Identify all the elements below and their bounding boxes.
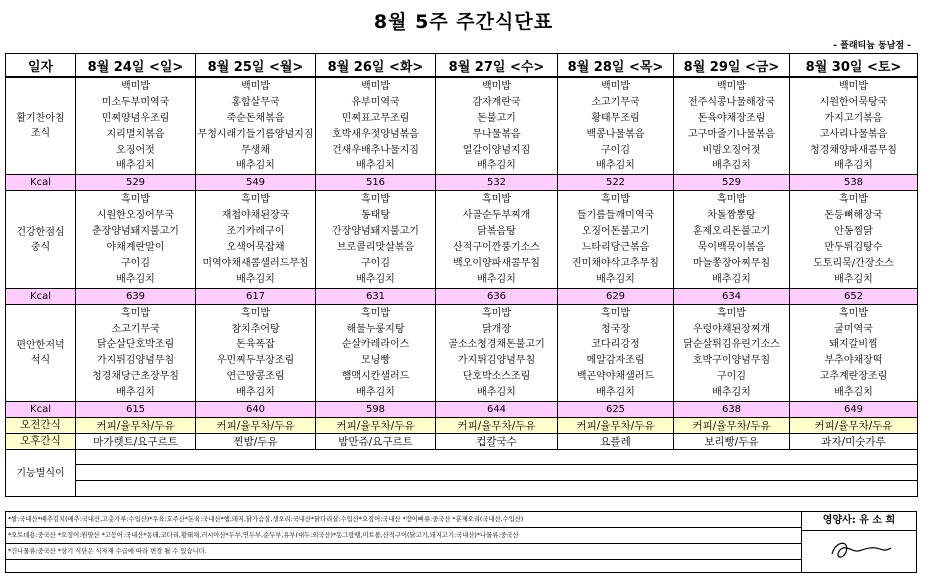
menu-item: 백곤약야채샐러드 bbox=[576, 371, 655, 383]
menu-item: 배추김치 bbox=[834, 160, 873, 172]
menu-item: 조기카레구이 bbox=[226, 226, 285, 238]
kcal-value: 631 bbox=[316, 288, 436, 304]
menu-item: 닭볶음탕 bbox=[477, 226, 516, 238]
kcal-value: 652 bbox=[790, 288, 918, 304]
morning-snack-value: 커피/율무차/두유 bbox=[196, 418, 316, 434]
menu-item: 차돌짬뽕탕 bbox=[707, 210, 756, 222]
special-diet-cell bbox=[76, 481, 918, 497]
lunch-label bbox=[6, 191, 76, 288]
menu-item: 굴미역국 bbox=[834, 323, 873, 335]
menu-item: 가지튀김양념무침 bbox=[457, 355, 536, 367]
kcal-label: Kcal bbox=[6, 288, 76, 304]
breakfast-day-cell bbox=[76, 77, 196, 175]
menu-item: 골소소청경채돈불고기 bbox=[448, 339, 545, 351]
menu-item: 소고기무국 bbox=[111, 323, 160, 335]
menu-item: 도토리묵/간장소스 bbox=[813, 257, 894, 269]
afternoon-snack-value: 마가렛트/요구르트 bbox=[76, 434, 196, 450]
dinner-label-line2: 석식 bbox=[30, 354, 51, 366]
menu-item: 흑미밥 bbox=[601, 307, 630, 319]
lunch-day-cell bbox=[316, 191, 436, 288]
kcal-value: 629 bbox=[558, 288, 674, 304]
menu-item: 닭순살단호박조림 bbox=[96, 339, 175, 351]
day-header: 8월 24일 <일> bbox=[76, 54, 196, 78]
dinner-day-cell bbox=[316, 304, 436, 401]
menu-item: 순살카레라이스 bbox=[341, 339, 410, 351]
special-diet-row bbox=[6, 481, 918, 497]
menu-item: 흑미밥 bbox=[241, 194, 270, 206]
breakfast-kcal-row bbox=[6, 175, 918, 191]
kcal-value: 598 bbox=[316, 402, 436, 418]
morning-snack-label: 오전간식 bbox=[6, 418, 76, 434]
menu-item: 돈불고기 bbox=[477, 112, 516, 124]
day-header: 8월 25일 <월> bbox=[196, 54, 316, 78]
header-row bbox=[6, 54, 918, 78]
menu-item: 흑미밥 bbox=[482, 194, 511, 206]
menu-item: 미소두부미역국 bbox=[101, 96, 170, 108]
menu-item: 브로콜리맛살볶음 bbox=[336, 242, 415, 254]
menu-item: 유부미역국 bbox=[351, 96, 400, 108]
lunch-day-cell bbox=[76, 191, 196, 288]
lunch-kcal-row bbox=[6, 288, 918, 304]
menu-item: 흑미밥 bbox=[839, 194, 868, 206]
special-diet-cell bbox=[76, 465, 918, 481]
menu-item: 오색어묵잡채 bbox=[226, 242, 285, 254]
special-diet-label: 기능별식이 bbox=[6, 450, 76, 497]
dinner-day-cell bbox=[790, 304, 918, 401]
footer bbox=[5, 511, 917, 573]
menu-item: 배추김치 bbox=[236, 273, 275, 285]
kcal-value: 522 bbox=[558, 175, 674, 191]
menu-item: 홍합살무국 bbox=[231, 96, 280, 108]
menu-item: 우렁야채된장찌개 bbox=[692, 323, 771, 335]
menu-item: 훈제오리돈불고기 bbox=[692, 226, 771, 238]
dinner-row bbox=[6, 304, 918, 401]
menu-item: 만두튀김탕수 bbox=[824, 242, 883, 254]
menu-item: 황태무조림 bbox=[591, 112, 640, 124]
breakfast-day-cell bbox=[790, 77, 918, 175]
menu-item: 백오이양파새콤무침 bbox=[453, 257, 540, 269]
menu-item: 흑미밥 bbox=[241, 307, 270, 319]
menu-item: 고추계란장조림 bbox=[819, 371, 888, 383]
afternoon-snack-row bbox=[6, 434, 918, 450]
menu-item: 동태탕 bbox=[361, 210, 390, 222]
menu-item: 흑미밥 bbox=[482, 307, 511, 319]
menu-item: 배추김치 bbox=[477, 273, 516, 285]
kcal-label: Kcal bbox=[6, 175, 76, 191]
menu-item: 백미밥 bbox=[717, 81, 746, 92]
breakfast-day-cell bbox=[558, 77, 674, 175]
menu-item: 무생채 bbox=[241, 144, 270, 156]
menu-item: 묵이백묵이볶음 bbox=[697, 242, 766, 254]
menu-item: 백미밥 bbox=[601, 81, 630, 92]
menu-item: 백미밥 bbox=[241, 81, 270, 92]
kcal-value: 640 bbox=[196, 402, 316, 418]
origin-note: *오트데용:중국산 *오징어:원양산 *고등어:국내산*동태,코다리,황태채,러시아산*두부,연두부,순두부,유부(대두:외국산)*동그랑땡,미트볼,산적구이(닭고기,돼지고기:국내산)*나물류:중국산 bbox=[6, 528, 801, 544]
menu-item: 흑미밥 bbox=[717, 307, 746, 319]
menu-item: 백미밥 bbox=[361, 81, 390, 92]
day-header: 8월 28일 <목> bbox=[558, 54, 674, 78]
day-header: 8월 30일 <토> bbox=[790, 54, 918, 78]
menu-item: 산적구이깐풍기소스 bbox=[453, 242, 540, 254]
special-diet-row bbox=[6, 465, 918, 481]
menu-item: 돈육폭잡 bbox=[236, 339, 275, 351]
menu-item: 감자계란국 bbox=[472, 96, 521, 108]
menu-item: 죽순돈채볶음 bbox=[226, 112, 285, 124]
date-header-label: 일자 bbox=[6, 54, 76, 78]
menu-item: 구이김 bbox=[121, 257, 150, 269]
menu-table bbox=[5, 53, 918, 497]
menu-item: 코다리강정 bbox=[591, 339, 640, 351]
morning-snack-value: 커피/율무차/두유 bbox=[558, 418, 674, 434]
lunch-label-line1: 건강한점심 bbox=[16, 226, 65, 238]
menu-item: 고사리나물볶음 bbox=[819, 128, 888, 140]
menu-item: 시원한오징어무국 bbox=[96, 210, 175, 222]
lunch-label-line2: 중식 bbox=[30, 241, 51, 253]
menu-item: 부추야채장떡 bbox=[824, 355, 883, 367]
lunch-day-cell bbox=[674, 191, 790, 288]
menu-item: 가지고기볶음 bbox=[824, 112, 883, 124]
menu-item: 청국장 bbox=[601, 323, 630, 335]
origin-note-empty bbox=[6, 560, 801, 575]
day-header: 8월 27일 <수> bbox=[436, 54, 558, 78]
menu-item: 흑미밥 bbox=[361, 307, 390, 319]
menu-item: 구이김 bbox=[601, 144, 630, 156]
kcal-value: 617 bbox=[196, 288, 316, 304]
breakfast-label-line2: 조식 bbox=[30, 128, 51, 140]
afternoon-snack-value: 찐밤/두유 bbox=[196, 434, 316, 450]
kcal-value: 625 bbox=[558, 402, 674, 418]
menu-item: 마늘쫑장아찌무침 bbox=[692, 257, 771, 269]
menu-item: 배추김치 bbox=[596, 160, 635, 172]
menu-item: 배추김치 bbox=[834, 273, 873, 285]
kcal-label: Kcal bbox=[6, 402, 76, 418]
lunch-day-cell bbox=[790, 191, 918, 288]
menu-item: 배추김치 bbox=[116, 160, 155, 172]
lunch-day-cell bbox=[436, 191, 558, 288]
menu-item: 흑미밥 bbox=[361, 194, 390, 206]
menu-item: 오징어돈불고기 bbox=[581, 226, 650, 238]
menu-item: 배추김치 bbox=[712, 160, 751, 172]
menu-item: 호박구이양념무침 bbox=[692, 355, 771, 367]
morning-snack-value: 커피/율무차/두유 bbox=[436, 418, 558, 434]
menu-item: 배추김치 bbox=[596, 387, 635, 399]
menu-item: 백콩나물볶음 bbox=[586, 128, 645, 140]
lunch-row bbox=[6, 191, 918, 288]
origin-notes bbox=[6, 512, 802, 572]
kcal-value: 529 bbox=[674, 175, 790, 191]
menu-item: 재첩야채된장국 bbox=[221, 210, 290, 222]
menu-item: 닭개장 bbox=[482, 323, 511, 335]
kcal-value: 634 bbox=[674, 288, 790, 304]
dinner-day-cell bbox=[76, 304, 196, 401]
menu-item: 건새우배추나물지짐 bbox=[332, 144, 419, 156]
menu-item: 진미채야삭고추무침 bbox=[572, 257, 659, 269]
kcal-value: 529 bbox=[76, 175, 196, 191]
dinner-day-cell bbox=[196, 304, 316, 401]
menu-item: 백미밥 bbox=[839, 81, 868, 92]
morning-snack-value: 커피/율무차/두유 bbox=[316, 418, 436, 434]
dinner-day-cell bbox=[674, 304, 790, 401]
menu-item: 배추김치 bbox=[477, 387, 516, 399]
menu-item: 청경채양파새콤무침 bbox=[810, 144, 897, 156]
menu-item: 춘장양념돼지불고기 bbox=[92, 226, 179, 238]
special-diet-cell bbox=[76, 450, 918, 465]
afternoon-snack-value: 요플레 bbox=[558, 434, 674, 450]
menu-item: 흑미밥 bbox=[121, 307, 150, 319]
menu-item: 배추김치 bbox=[236, 160, 275, 172]
dietitian-label: 영양사: 유 소 희 bbox=[802, 512, 916, 531]
menu-item: 호박새우젓양념볶음 bbox=[332, 128, 419, 140]
menu-item: 흑미밥 bbox=[601, 194, 630, 206]
kcal-value: 638 bbox=[674, 402, 790, 418]
menu-item: 메알감자조림 bbox=[586, 355, 645, 367]
menu-item: 배추김치 bbox=[356, 160, 395, 172]
menu-item: 배추김치 bbox=[116, 273, 155, 285]
menu-item: 소고기무국 bbox=[591, 96, 640, 108]
menu-item: 돼지갈비찜 bbox=[829, 339, 878, 351]
page-title: 8월 5주 주간식단표 bbox=[373, 11, 554, 33]
menu-item: 단호박소스조림 bbox=[462, 371, 531, 383]
breakfast-day-cell bbox=[196, 77, 316, 175]
breakfast-day-cell bbox=[316, 77, 436, 175]
breakfast-day-cell bbox=[674, 77, 790, 175]
menu-item: 배추김치 bbox=[116, 387, 155, 399]
kcal-value: 644 bbox=[436, 402, 558, 418]
menu-item: 민찌양념우조림 bbox=[101, 112, 170, 124]
branch-label: - 플래티늄 동남점 - bbox=[833, 41, 911, 51]
menu-item: 흑미밥 bbox=[717, 194, 746, 206]
breakfast-row bbox=[6, 77, 918, 175]
kcal-value: 516 bbox=[316, 175, 436, 191]
menu-item: 사골순두부찌개 bbox=[462, 210, 531, 222]
kcal-value: 549 bbox=[196, 175, 316, 191]
breakfast-label bbox=[6, 77, 76, 175]
menu-item: 배추김치 bbox=[236, 387, 275, 399]
origin-note: *건나물류:중국산 *상기 식단은 식자재 수급에 따라 변경 될 수 있습니다. bbox=[6, 544, 801, 560]
kcal-value: 615 bbox=[76, 402, 196, 418]
menu-item: 간장양념돼지불고기 bbox=[332, 226, 419, 238]
breakfast-day-cell bbox=[436, 77, 558, 175]
menu-item: 가지튀김양념무침 bbox=[96, 355, 175, 367]
menu-item: 백미밥 bbox=[482, 81, 511, 92]
afternoon-snack-label: 오후간식 bbox=[6, 434, 76, 450]
menu-item: 안동찜닭 bbox=[834, 226, 873, 238]
menu-item: 모닝빵 bbox=[361, 355, 390, 367]
menu-item: 미역야채새콤샐러드무침 bbox=[202, 257, 309, 269]
afternoon-snack-value: 과자/미숫가루 bbox=[790, 434, 918, 450]
kcal-value: 538 bbox=[790, 175, 918, 191]
menu-item: 우민찌두부장조림 bbox=[216, 355, 295, 367]
afternoon-snack-value: 보리빵/두유 bbox=[674, 434, 790, 450]
menu-item: 햄맥시칸샐러드 bbox=[341, 371, 410, 383]
afternoon-snack-value: 밤만쥬/요구르트 bbox=[316, 434, 436, 450]
signature-icon bbox=[828, 534, 894, 564]
menu-item: 돈육야채장조림 bbox=[697, 112, 766, 124]
menu-item: 야채계란말이 bbox=[106, 242, 165, 254]
dinner-label bbox=[6, 304, 76, 401]
menu-item: 시원한어묵탕국 bbox=[819, 96, 888, 108]
menu-item: 오징어젓 bbox=[116, 144, 155, 156]
menu-item: 배추김치 bbox=[477, 160, 516, 172]
menu-item: 흑미밥 bbox=[839, 307, 868, 319]
dinner-day-cell bbox=[436, 304, 558, 401]
afternoon-snack-value: 컵칼국수 bbox=[436, 434, 558, 450]
morning-snack-value: 커피/율무차/두유 bbox=[76, 418, 196, 434]
menu-item: 참치추어탕 bbox=[231, 323, 280, 335]
menu-item: 구이김 bbox=[717, 371, 746, 383]
menu-item: 고구마줄기나물볶음 bbox=[688, 128, 775, 140]
menu-item: 들기름들깨미역국 bbox=[576, 210, 655, 222]
kcal-value: 532 bbox=[436, 175, 558, 191]
menu-item: 청경채당근초장무침 bbox=[92, 371, 179, 383]
menu-item: 배추김치 bbox=[712, 273, 751, 285]
menu-item: 연근땅콩조림 bbox=[226, 371, 285, 383]
kcal-value: 639 bbox=[76, 288, 196, 304]
morning-snack-row bbox=[6, 418, 918, 434]
menu-item: 느타리당근볶음 bbox=[581, 242, 650, 254]
special-diet-row bbox=[6, 450, 918, 465]
menu-item: 배추김치 bbox=[356, 273, 395, 285]
menu-item: 민찌표고무조림 bbox=[341, 112, 410, 124]
menu-item: 배추김치 bbox=[834, 387, 873, 399]
menu-item: 해물누룽지탕 bbox=[346, 323, 405, 335]
day-header: 8월 26일 <화> bbox=[316, 54, 436, 78]
menu-item: 배추김치 bbox=[596, 273, 635, 285]
menu-item: 무나물볶음 bbox=[472, 128, 521, 140]
menu-item: 배추김치 bbox=[712, 387, 751, 399]
menu-item: 비빔오징어젓 bbox=[702, 144, 761, 156]
menu-item: 닭순살튀김유린기소스 bbox=[683, 339, 780, 351]
menu-item: 무청시래기들기름양념지짐 bbox=[197, 128, 314, 140]
kcal-value: 636 bbox=[436, 288, 558, 304]
lunch-day-cell bbox=[196, 191, 316, 288]
morning-snack-value: 커피/율무차/두유 bbox=[674, 418, 790, 434]
dinner-day-cell bbox=[558, 304, 674, 401]
breakfast-label-line1: 활기찬아침 bbox=[16, 113, 65, 125]
origin-note: *쌀:국내산*배추김치(배추:국내산,고춧가루:수입산)*우육:호주산*돈육:국내산*햄,돼지,닭가슴살,생오리:국내산*닭다리살:수입산*오징어:국내산 *장어뼈류:중국산 *훈제오리(국내산,수입산) bbox=[6, 512, 801, 528]
lunch-day-cell bbox=[558, 191, 674, 288]
menu-item: 흑미밥 bbox=[121, 194, 150, 206]
morning-snack-value: 커피/율무차/두유 bbox=[790, 418, 918, 434]
kcal-value: 649 bbox=[790, 402, 918, 418]
menu-item: 지리멸치볶음 bbox=[106, 128, 165, 140]
menu-item: 백미밥 bbox=[121, 81, 150, 92]
menu-item: 얼갈이양념지짐 bbox=[462, 144, 531, 156]
dinner-kcal-row bbox=[6, 402, 918, 418]
day-header: 8월 29일 <금> bbox=[674, 54, 790, 78]
menu-item: 구이김 bbox=[361, 257, 390, 269]
dinner-label-line1: 편안한저녁 bbox=[16, 339, 65, 351]
menu-item: 돈등뼈해장국 bbox=[824, 210, 883, 222]
menu-item: 배추김치 bbox=[356, 387, 395, 399]
menu-item: 전주식콩나물해장국 bbox=[688, 96, 775, 108]
